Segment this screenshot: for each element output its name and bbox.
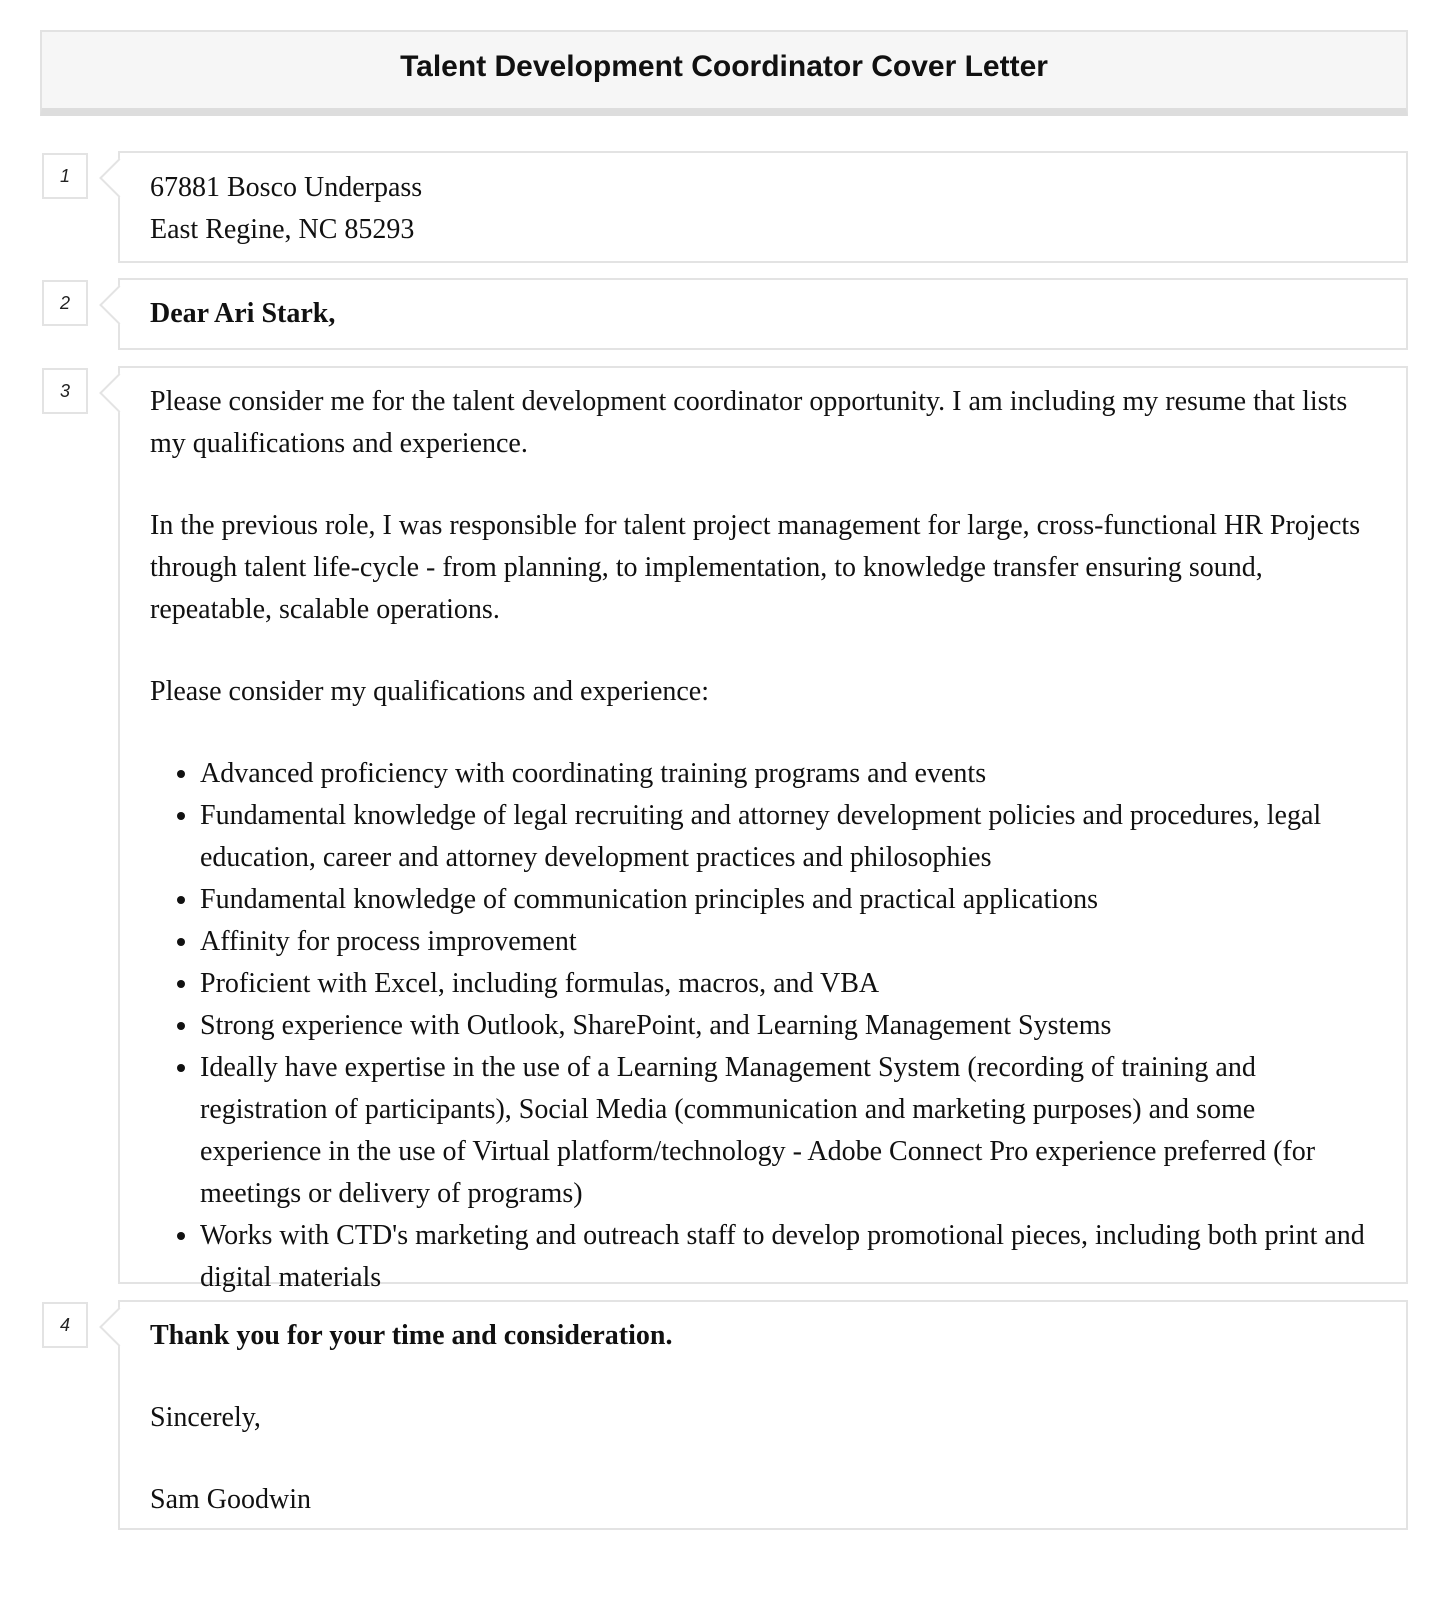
- address-card: [118, 151, 1408, 263]
- list-item: • Proficient with Excel, including formulas, macros, and VBA: [200, 963, 1376, 1005]
- list-item: • Works with CTD's marketing and outreach staff to develop promotional pieces, including both print and digital materials: [200, 1215, 1376, 1299]
- qualifications-list: [150, 753, 1376, 1299]
- closing-line: Sincerely,: [150, 1402, 261, 1433]
- list-item: • Advanced proficiency with coordinating training programs and events: [200, 753, 1376, 795]
- list-item: • Affinity for process improvement: [200, 921, 1376, 963]
- closing-card: [118, 1300, 1408, 1530]
- section-number: 3: [42, 368, 88, 414]
- list-item: • Fundamental knowledge of legal recruiting and attorney development policies and procedures, legal education, career and attorney development practices and philosophies: [200, 795, 1376, 879]
- signature: Sam Goodwin: [150, 1484, 311, 1515]
- previous-role-paragraph: In the previous role, I was responsible for talent project management for large, cross-functional HR Projects through talent life-cycle - from planning, to implementation, to knowledge transfer ensuring sound, repeatable, scalable operations.: [150, 510, 1361, 625]
- greeting: Dear Ari Stark,: [150, 298, 336, 329]
- address-line-1: 67881 Bosco Underpass: [150, 172, 423, 203]
- thanks-line: Thank you for your time and consideration.: [150, 1320, 673, 1351]
- body-card: [118, 366, 1408, 1293]
- section-number: 1: [42, 153, 88, 199]
- section-number: 2: [42, 280, 88, 326]
- list-item: • Ideally have expertise in the use of a Learning Management System (recording of training and registration of participants), Social Media (communication and marketing purposes) and some experience in the use of Virtual platform/technology - Adobe Connect Pro experience preferred (for meetings or delivery of programs): [200, 1047, 1376, 1215]
- document-header: [40, 30, 1408, 116]
- address-line-2: East Regine, NC 85293: [150, 214, 415, 245]
- greeting-card: [118, 278, 1408, 350]
- qualifications-intro: Please consider my qualifications and experience:: [150, 676, 710, 707]
- intro-paragraph: Please consider me for the talent development coordinator opportunity. I am including my resume that lists my qualifications and experience.: [150, 386, 1348, 459]
- section-number: 4: [42, 1302, 88, 1348]
- document-title: Talent Development Coordinator Cover Letter: [400, 50, 1048, 83]
- list-item: • Strong experience with Outlook, SharePoint, and Learning Management Systems: [200, 1005, 1376, 1047]
- list-item: • Fundamental knowledge of communication principles and practical applications: [200, 879, 1376, 921]
